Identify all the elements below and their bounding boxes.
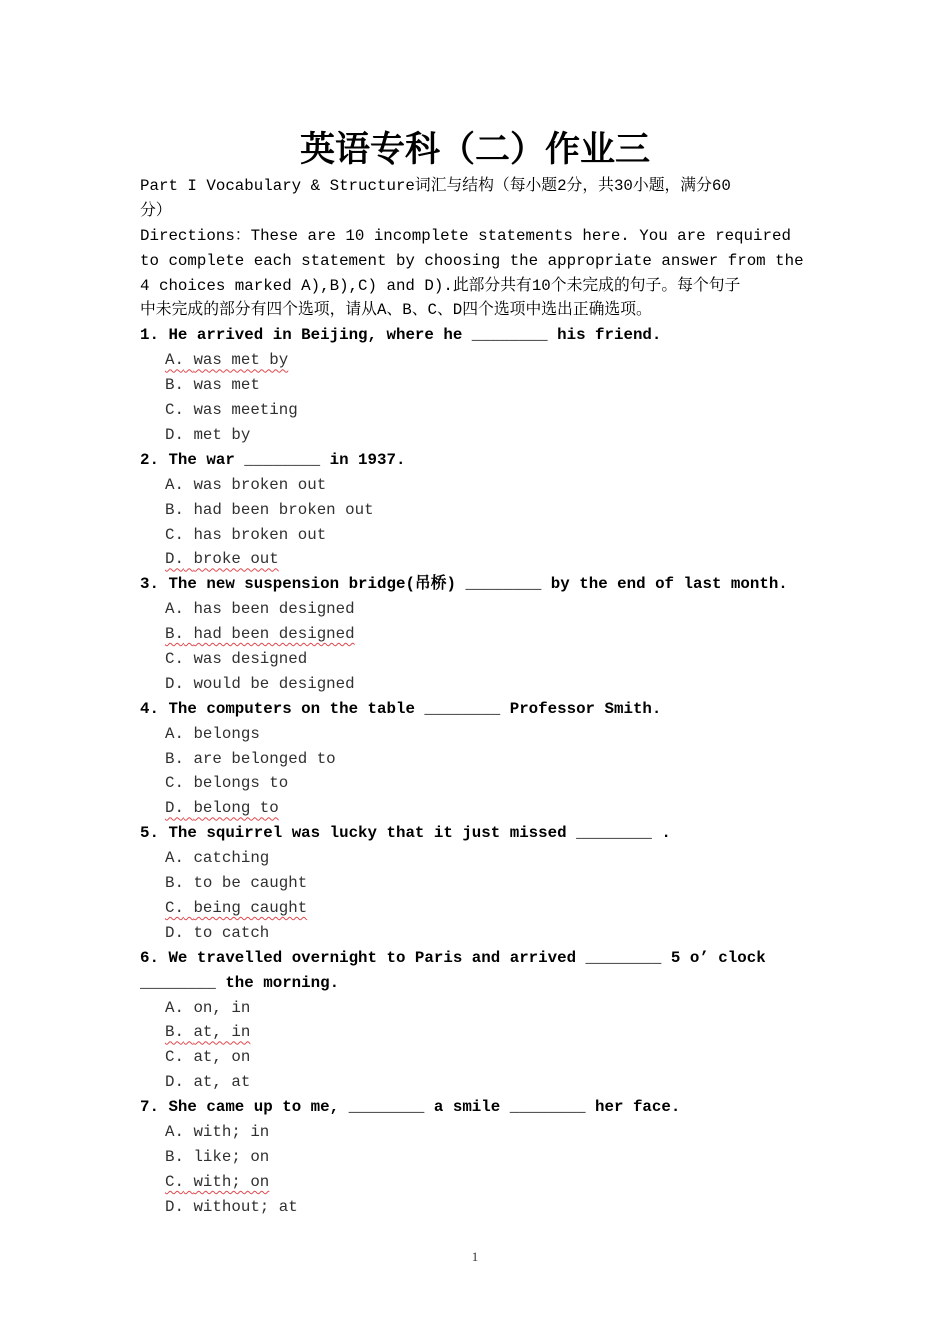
option-letter: C. [165, 649, 184, 668]
option-letter: A. [165, 475, 184, 494]
question-stem-line [140, 323, 820, 348]
option-label [165, 600, 355, 618]
section-heading-line: 分） [140, 201, 172, 220]
question-stem: The war ________ in 1937. [168, 450, 406, 469]
page-title: 英语专科（二）作业三 [299, 130, 650, 170]
option-label [165, 750, 336, 768]
option-label [165, 401, 298, 419]
option-a [140, 473, 820, 498]
option-label [165, 1048, 250, 1066]
option-label [165, 625, 355, 643]
option-text: belongs [193, 724, 260, 743]
option-letter: D. [165, 799, 184, 818]
option-letter: D. [165, 923, 184, 942]
option-b [140, 373, 820, 398]
option-letter: C. [165, 898, 184, 917]
option-letter: B. [165, 376, 184, 395]
option-label [165, 675, 355, 693]
question-number: 7. [140, 1098, 159, 1117]
question-number: 1. [140, 326, 159, 345]
option-letter: D. [165, 1073, 184, 1092]
option-a [140, 1120, 820, 1145]
option-a [140, 996, 820, 1021]
option-d [140, 1070, 820, 1095]
option-letter: D. [165, 550, 184, 569]
option-label [165, 650, 307, 668]
question-stem: The new suspension bridge(吊桥) ________ by the end of last month. [168, 575, 788, 594]
question-stem: We travelled overnight to Paris and arrived ________ 5 o’ clock ________ the morning. [140, 948, 766, 992]
option-letter: B. [165, 1147, 184, 1166]
option-d [140, 547, 820, 572]
option-label [165, 526, 326, 544]
option-letter: A. [165, 998, 184, 1017]
option-label [165, 849, 269, 867]
section-heading [140, 174, 820, 224]
option-c [140, 647, 820, 672]
option-letter: A. [165, 600, 184, 619]
option-text: belong to [193, 799, 279, 818]
option-text: at, on [193, 1048, 251, 1067]
page-number: 1 [471, 1249, 479, 1264]
option-letter: D. [165, 1197, 184, 1216]
option-letter: C. [165, 525, 184, 544]
option-c [140, 523, 820, 548]
option-letter: C. [165, 774, 184, 793]
option-b [140, 1020, 820, 1045]
option-letter: D. [165, 425, 184, 444]
option-label [165, 351, 288, 369]
directions-text [140, 224, 820, 324]
option-text: was meeting [193, 401, 298, 420]
question-stem-line [140, 946, 820, 996]
directions-line: Directions：These are 10 incomplete statements here. You are required [140, 226, 791, 245]
option-label [165, 1023, 250, 1041]
question-4 [140, 697, 820, 821]
option-text: broke out [193, 550, 279, 569]
question-stem: The computers on the table ________ Professor Smith. [168, 699, 662, 718]
option-b [140, 498, 820, 523]
option-letter: B. [165, 1023, 184, 1042]
question-stem-line [140, 697, 820, 722]
option-label [165, 924, 269, 942]
option-text: with; on [193, 1172, 270, 1191]
section-heading-line: Part I Vocabulary & Structure词汇与结构（每小题2分，共30小题，满分60 [140, 177, 731, 195]
option-text: would be designed [193, 674, 355, 693]
option-text: at, in [193, 1023, 251, 1042]
option-letter: C. [165, 401, 184, 420]
option-text: had been designed [193, 625, 355, 644]
question-6 [140, 946, 820, 1095]
question-stem-line [140, 448, 820, 473]
option-label [165, 874, 307, 892]
option-label [165, 1173, 269, 1191]
option-text: at, at [193, 1073, 251, 1092]
directions-line: 中未完成的部分有四个选项，请从A、B、C、D四个选项中选出正确选项。 [140, 301, 652, 320]
option-text: to be caught [193, 874, 308, 893]
option-text: without; at [193, 1197, 298, 1216]
option-d [140, 672, 820, 697]
option-text: has been designed [193, 600, 355, 619]
option-c [140, 771, 820, 796]
option-a [140, 348, 820, 373]
option-text: was met by [193, 351, 289, 370]
option-b [140, 871, 820, 896]
question-3 [140, 572, 820, 696]
option-text: to catch [193, 923, 270, 942]
option-letter: A. [165, 724, 184, 743]
directions-line: 4 choices marked A),B),C) and D).此部分共有10个未完成的句子。每个句子 [140, 276, 741, 295]
option-b [140, 747, 820, 772]
option-d [140, 1195, 820, 1220]
question-2 [140, 448, 820, 572]
option-text: are belonged to [193, 749, 336, 768]
option-letter: B. [165, 749, 184, 768]
option-label [165, 774, 288, 792]
option-c [140, 1170, 820, 1195]
question-stem: He arrived in Beijing, where he ________ his friend. [168, 326, 662, 345]
option-text: like; on [193, 1147, 270, 1166]
option-text: has broken out [193, 525, 327, 544]
directions-line: to complete each statement by choosing the appropriate answer from the [140, 251, 804, 270]
option-label [165, 899, 307, 917]
question-number: 5. [140, 824, 159, 843]
question-5 [140, 821, 820, 945]
option-label [165, 799, 279, 817]
option-label [165, 725, 260, 743]
option-text: met by [193, 425, 251, 444]
option-letter: A. [165, 351, 184, 370]
option-text: belongs to [193, 774, 289, 793]
option-letter: B. [165, 874, 184, 893]
option-a [140, 597, 820, 622]
question-7 [140, 1095, 820, 1219]
option-d [140, 921, 820, 946]
option-text: was met [193, 376, 260, 395]
option-label [165, 1073, 250, 1091]
option-letter: B. [165, 625, 184, 644]
option-b [140, 622, 820, 647]
option-text: being caught [193, 898, 308, 917]
question-stem-line [140, 572, 820, 597]
question-stem: She came up to me, ________ a smile ________ her face. [168, 1098, 681, 1117]
option-text: was designed [193, 649, 308, 668]
document-body [140, 174, 820, 1220]
question-number: 4. [140, 699, 159, 718]
option-label [165, 1198, 298, 1216]
question-stem-line [140, 821, 820, 846]
option-a [140, 846, 820, 871]
option-label [165, 501, 374, 519]
option-label [165, 1123, 269, 1141]
question-number: 6. [140, 948, 159, 967]
option-letter: C. [165, 1048, 184, 1067]
question-1 [140, 323, 820, 447]
option-c [140, 1045, 820, 1070]
option-c [140, 398, 820, 423]
option-letter: A. [165, 1122, 184, 1141]
option-letter: A. [165, 849, 184, 868]
option-label [165, 550, 279, 568]
option-text: catching [193, 849, 270, 868]
question-stem: The squirrel was lucky that it just missed ________ . [168, 824, 671, 843]
option-text: on, in [193, 998, 251, 1017]
option-label [165, 1148, 269, 1166]
option-d [140, 796, 820, 821]
option-text: with; in [193, 1122, 270, 1141]
option-label [165, 426, 250, 444]
option-label [165, 999, 250, 1017]
option-text: was broken out [193, 475, 327, 494]
option-c [140, 896, 820, 921]
option-letter: B. [165, 500, 184, 519]
option-letter: C. [165, 1172, 184, 1191]
option-text: had been broken out [193, 500, 374, 519]
option-letter: D. [165, 674, 184, 693]
option-label [165, 376, 260, 394]
option-b [140, 1145, 820, 1170]
question-number: 3. [140, 575, 159, 594]
option-d [140, 423, 820, 448]
question-number: 2. [140, 450, 159, 469]
option-a [140, 722, 820, 747]
question-stem-line [140, 1095, 820, 1120]
option-label [165, 476, 326, 494]
